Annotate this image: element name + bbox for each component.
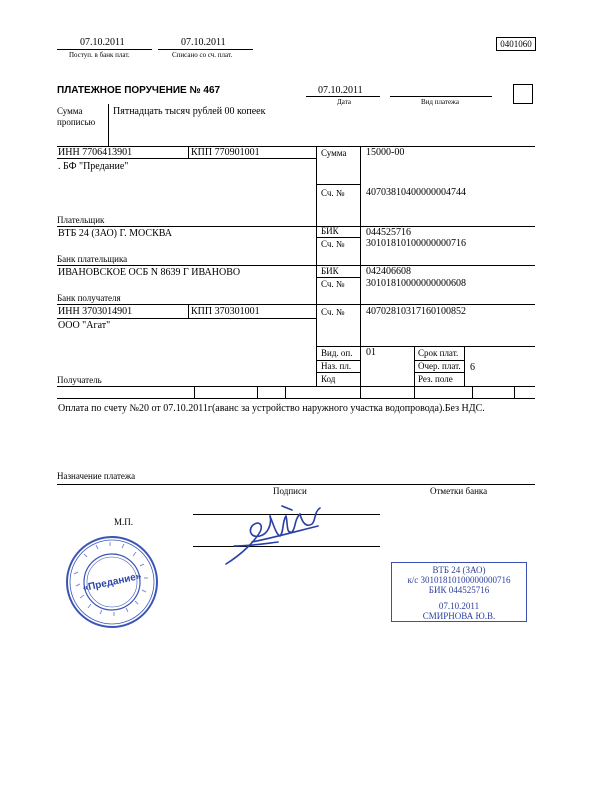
organization-seal	[64, 534, 160, 630]
grid-line-payee-bottom	[57, 386, 535, 387]
debited-date-line	[158, 49, 253, 50]
payer-account: 40703810400000004744	[366, 187, 466, 198]
grid-vline-srok	[414, 346, 415, 386]
status-box	[513, 84, 533, 104]
payer-bik-label: БИК	[321, 226, 339, 236]
payee-bank-name: ИВАНОВСКОЕ ОСБ N 8639 Г ИВАНОВО	[58, 267, 241, 278]
amount-words-divider	[108, 104, 109, 146]
purpose-label: Назначение платежа	[57, 471, 136, 481]
grid-line-bik2	[316, 277, 360, 278]
payee-corr-label: Сч. №	[321, 279, 345, 289]
debited-date: 07.10.2011	[181, 37, 226, 48]
received-date: 07.10.2011	[80, 37, 125, 48]
payee-account-label: Сч. №	[321, 307, 345, 317]
document-title: ПЛАТЕЖНОЕ ПОРУЧЕНИЕ № 467	[57, 85, 221, 96]
grid-line-payer	[57, 226, 535, 227]
received-date-caption: Поступ. в банк плат.	[69, 51, 130, 59]
payer-corr-account: 30101810100000000716	[366, 238, 466, 249]
grid-line-inn-payee	[57, 318, 316, 319]
payer-account-label: Сч. №	[321, 188, 345, 198]
payment-type-line	[390, 96, 492, 97]
ocher-label: Очер. плат.	[418, 361, 461, 371]
bank-stamp	[391, 562, 527, 622]
debited-date-caption: Списано со сч. плат.	[172, 51, 233, 59]
payee-inn: ИНН 3703014901	[58, 306, 133, 317]
amount-value: 15000-00	[366, 147, 405, 158]
grid-line-codes-2b	[414, 372, 464, 373]
payee-bank-label: Банк получателя	[57, 293, 121, 303]
grid-vline-ocher	[464, 346, 465, 386]
amount-words-label-2: прописью	[57, 117, 96, 127]
payee-bik: 042406608	[366, 266, 411, 277]
payer-name: . БФ "Предание"	[58, 161, 129, 172]
grid-line-bottom-row	[57, 398, 535, 399]
payer-bank-label: Банк плательщика	[57, 254, 128, 264]
signatures-label: Подписи	[273, 486, 307, 496]
payee-corr-account: 30101810000000000608	[366, 278, 466, 289]
bank-stamp-line-1: ВТБ 24 (ЗАО)	[432, 565, 486, 575]
grid-line-purpose	[57, 484, 535, 485]
received-date-line	[57, 49, 152, 50]
amount-words-label-1: Сумма	[57, 106, 83, 116]
payment-type-caption: Вид платежа	[421, 98, 460, 106]
payer-kpp: КПП 770901001	[191, 147, 260, 158]
document-date: 07.10.2011	[318, 85, 363, 96]
mp-label: М.П.	[114, 517, 134, 527]
grid-vline-kpp1	[188, 146, 189, 158]
srok-label: Срок плат.	[418, 348, 459, 358]
document-date-line	[306, 96, 380, 97]
cell-sep-3	[285, 386, 286, 398]
payer-bank-name: ВТБ 24 (ЗАО) Г. МОСКВА	[58, 228, 172, 239]
date-caption: Дата	[337, 98, 351, 106]
form-code: 0401060	[496, 37, 536, 51]
payee-kpp: КПП 370301001	[191, 306, 260, 317]
payee-account: 40702810317160100852	[366, 306, 466, 317]
naz-pl-label: Наз. пл.	[321, 361, 352, 371]
cell-sep-5	[414, 386, 415, 398]
grid-line-codes-top	[316, 346, 535, 347]
cell-sep-6	[472, 386, 473, 398]
bank-stamp-line-3: БИК 044525716	[428, 585, 490, 595]
grid-line-codes-2	[316, 372, 360, 373]
payee-name: ООО "Агат"	[58, 320, 111, 331]
grid-line-payer-bank	[57, 265, 535, 266]
cell-sep-7	[514, 386, 515, 398]
ocher-value: 6	[470, 362, 475, 373]
grid-line-bik1	[316, 237, 360, 238]
payer-bik: 044525716	[366, 227, 411, 238]
cell-sep-4	[360, 386, 361, 398]
payer-corr-label: Сч. №	[321, 239, 345, 249]
payer-inn: ИНН 7706413901	[58, 147, 133, 158]
amount-label: Сумма	[321, 148, 347, 158]
kod-label: Код	[321, 374, 336, 384]
payee-label: Получатель	[57, 375, 102, 385]
grid-line-sum-acc	[316, 184, 360, 185]
vid-op-value: 01	[366, 347, 376, 358]
grid-line-payee-bank	[57, 304, 535, 305]
amount-words-value: Пятнадцать тысяч рублей 00 копеек	[113, 106, 266, 117]
seal-center-text: «Предание»	[81, 570, 143, 595]
cell-sep-1	[194, 386, 195, 398]
payer-label: Плательщик	[57, 215, 105, 225]
bank-marks-label: Отметки банка	[430, 486, 488, 496]
grid-vline-value-col	[360, 146, 361, 386]
cell-sep-2	[257, 386, 258, 398]
bank-stamp-line-4: 07.10.2011	[438, 601, 480, 611]
payee-bik-label: БИК	[321, 266, 339, 276]
vid-op-label: Вид. оп.	[321, 348, 353, 358]
grid-vline-label-col	[316, 146, 317, 386]
purpose-text: Оплата по счету №20 от 07.10.2011г(аванс за устройство наружного участка водопровода).Без НДС.	[58, 403, 485, 414]
bank-stamp-line-2: к/с 30101810100000000716	[407, 575, 511, 585]
bank-stamp-line-5: СМИРНОВА Ю.В.	[422, 611, 496, 621]
grid-vline-kpp2	[188, 304, 189, 318]
signature-scribble	[222, 502, 332, 572]
rez-label: Рез. поле	[418, 374, 453, 384]
